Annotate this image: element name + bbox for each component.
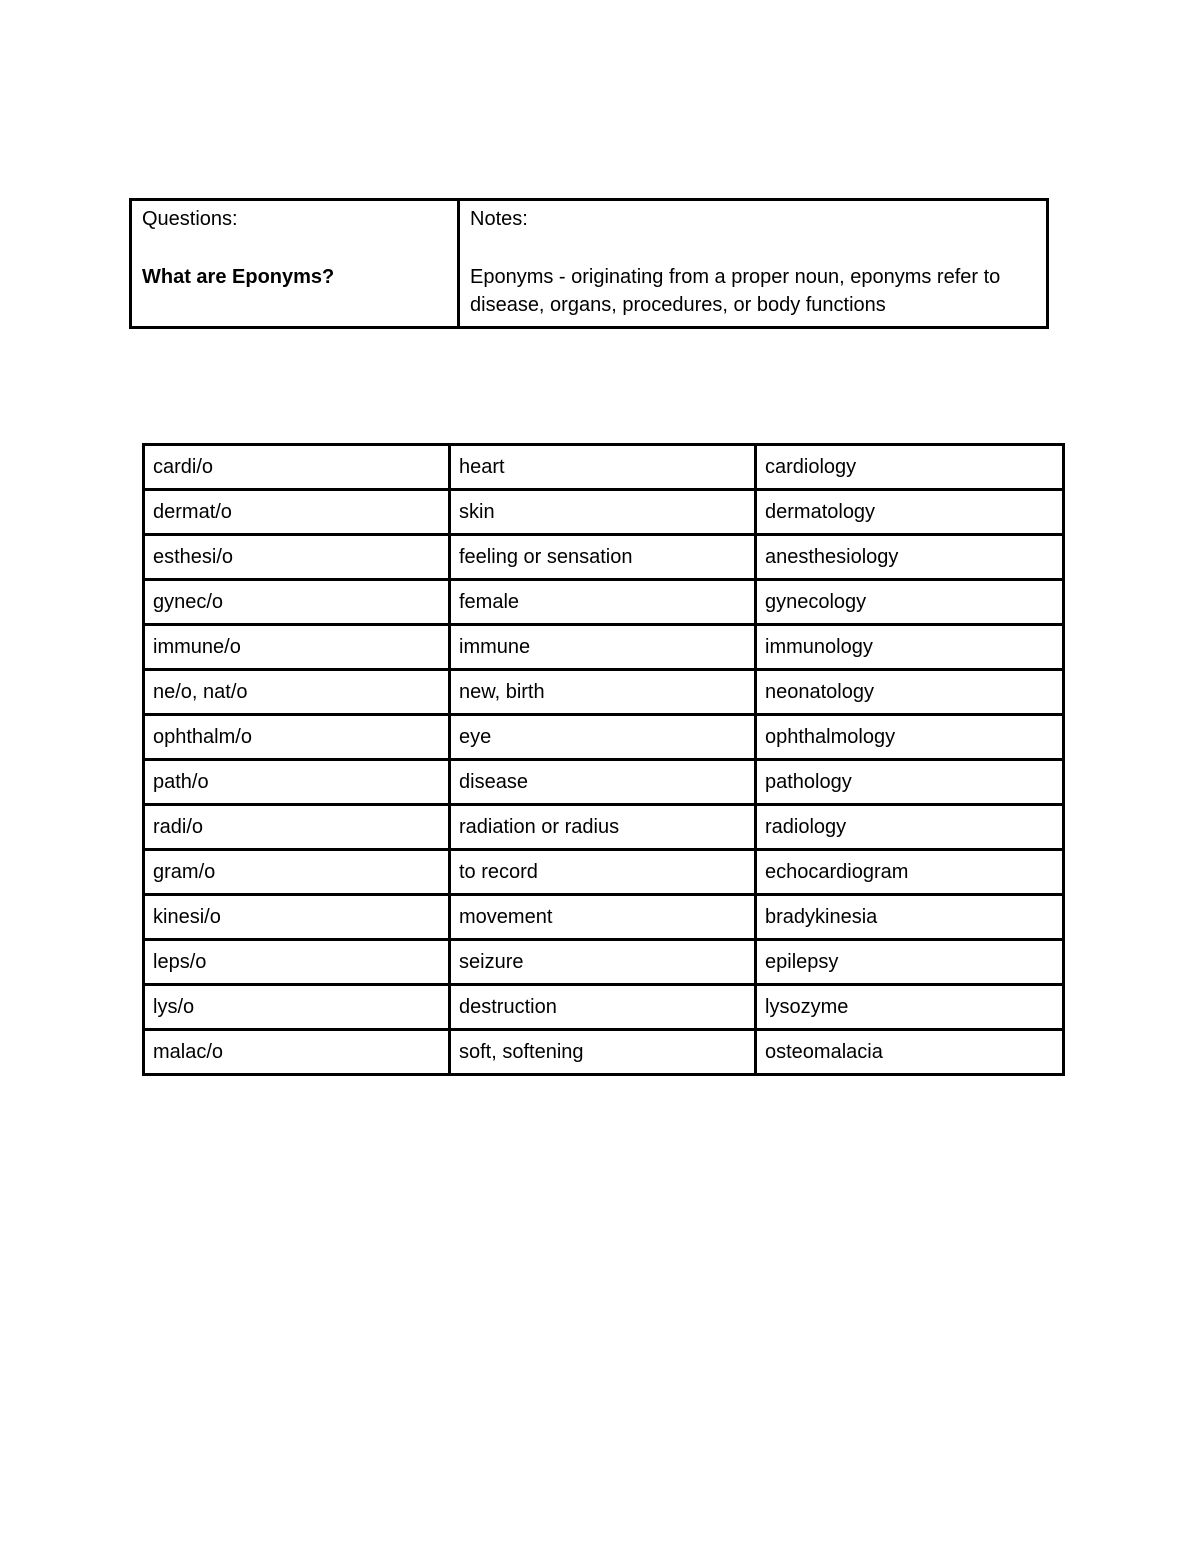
notes-column [460,201,1046,326]
meaning-cell: new, birth [450,670,756,715]
example-term-cell: epilepsy [756,940,1064,985]
example-term-cell: pathology [756,760,1064,805]
example-term-cell: immunology [756,625,1064,670]
word-root-cell: ophthalm/o [144,715,450,760]
example-term-cell: radiology [756,805,1064,850]
table-row [144,895,1064,940]
example-term-cell: gynecology [756,580,1064,625]
meaning-cell: movement [450,895,756,940]
example-term-cell: dermatology [756,490,1064,535]
word-root-cell: leps/o [144,940,450,985]
table-row [144,670,1064,715]
questions-heading: Questions: [142,208,238,230]
table-row [144,850,1064,895]
example-term-cell: echocardiogram [756,850,1064,895]
word-root-cell: ne/o, nat/o [144,670,450,715]
meaning-cell: soft, softening [450,1030,756,1075]
meaning-cell: eye [450,715,756,760]
example-term-cell: osteomalacia [756,1030,1064,1075]
example-term-cell: bradykinesia [756,895,1064,940]
word-root-cell: path/o [144,760,450,805]
example-term-cell: anesthesiology [756,535,1064,580]
example-term-cell: ophthalmology [756,715,1064,760]
table-row [144,445,1064,490]
meaning-cell: skin [450,490,756,535]
word-root-cell: gynec/o [144,580,450,625]
word-root-cell: immune/o [144,625,450,670]
meaning-cell: disease [450,760,756,805]
word-root-cell: malac/o [144,1030,450,1075]
table-row [144,1030,1064,1075]
meaning-cell: destruction [450,985,756,1030]
example-term-cell: lysozyme [756,985,1064,1030]
example-term-cell: neonatology [756,670,1064,715]
word-root-cell: gram/o [144,850,450,895]
vocabulary-table [142,443,1065,1076]
note-text: Eponyms - originating from a proper noun, eponyms refer to disease, organs, procedures, or body functions [470,266,1001,316]
table-row [144,760,1064,805]
table-row [144,985,1064,1030]
meaning-cell: to record [450,850,756,895]
table-row [144,535,1064,580]
word-root-cell: dermat/o [144,490,450,535]
table-row [144,805,1064,850]
meaning-cell: heart [450,445,756,490]
table-row [144,580,1064,625]
table-row [144,625,1064,670]
word-root-cell: kinesi/o [144,895,450,940]
example-term-cell: cardiology [756,445,1064,490]
meaning-cell: radiation or radius [450,805,756,850]
cornell-notes-table [129,198,1049,329]
word-root-cell: esthesi/o [144,535,450,580]
word-root-cell: radi/o [144,805,450,850]
word-root-cell: cardi/o [144,445,450,490]
meaning-cell: immune [450,625,756,670]
table-row [144,940,1064,985]
questions-column [132,201,460,326]
meaning-cell: seizure [450,940,756,985]
notes-heading: Notes: [470,208,528,230]
table-row [144,715,1064,760]
meaning-cell: feeling or sensation [450,535,756,580]
word-root-cell: lys/o [144,985,450,1030]
question-text: What are Eponyms? [142,266,335,288]
meaning-cell: female [450,580,756,625]
table-row [144,490,1064,535]
